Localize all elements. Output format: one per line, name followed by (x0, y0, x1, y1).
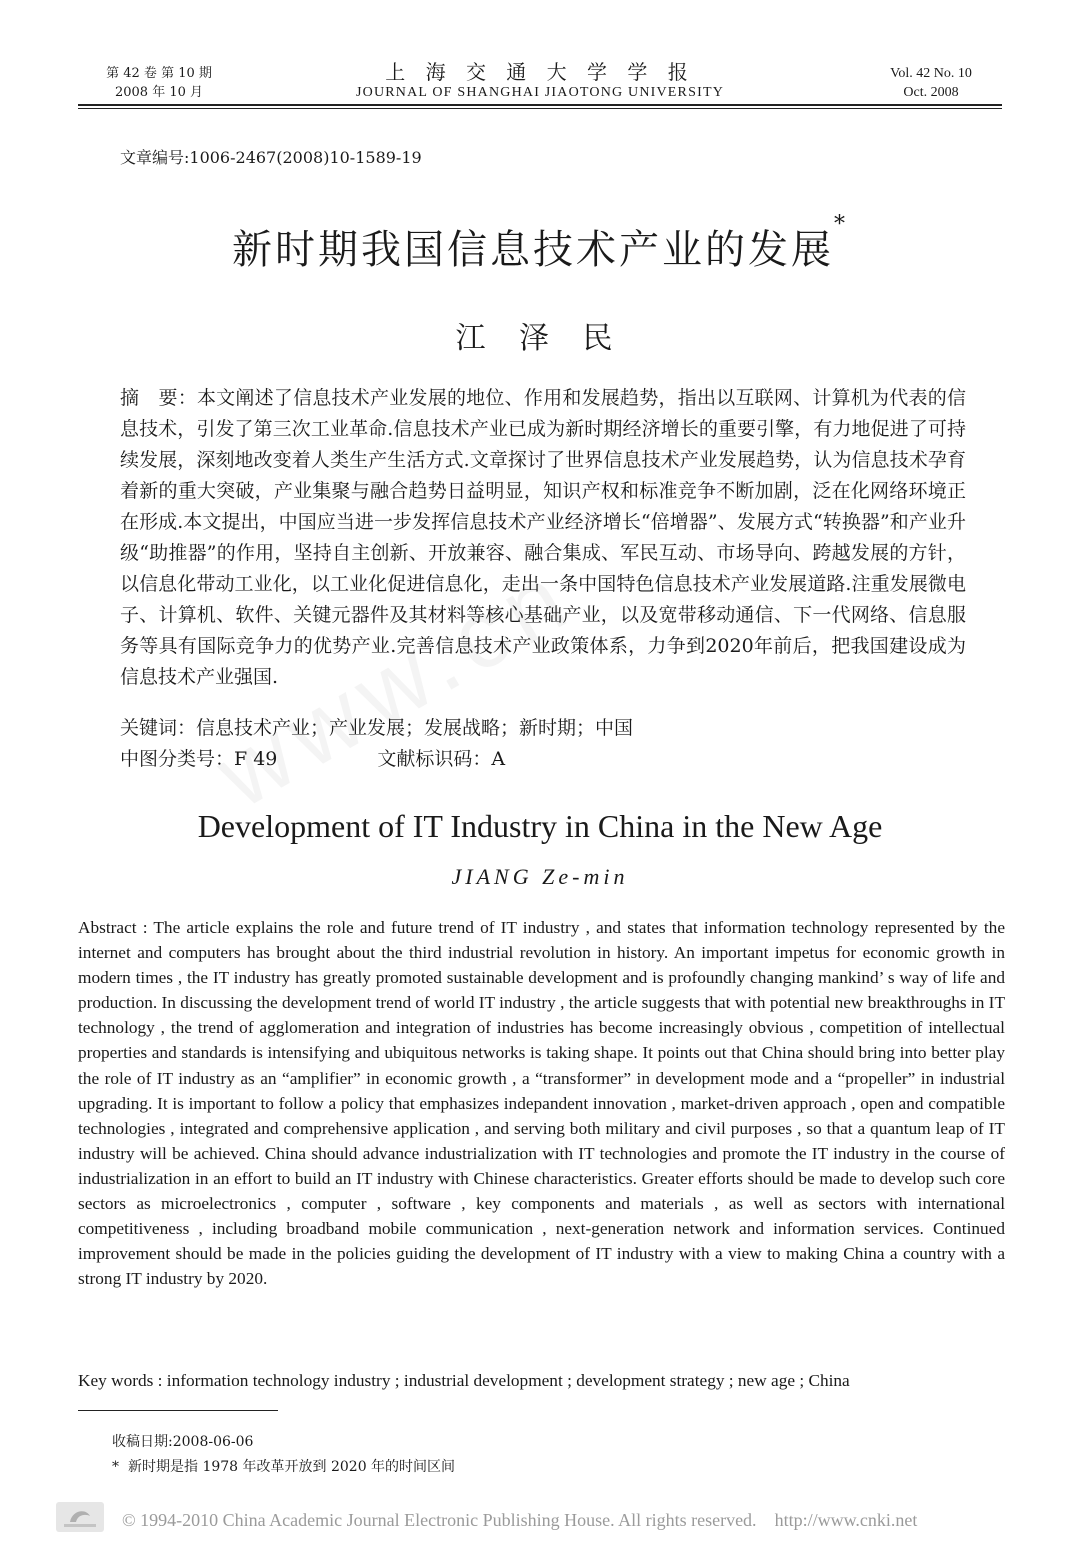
keywords-cn: 关键词：信息技术产业；产业发展；发展战略；新时期；中国 (120, 717, 634, 739)
header-volume-en: Vol. 42 No. 10 (890, 66, 972, 81)
footnote-rule (78, 1410, 278, 1411)
footnote-star: * (112, 1459, 119, 1475)
author-en: JIANG Ze-min (451, 864, 629, 889)
doc-code: 文献标识码：A (377, 748, 506, 770)
header-date-cn: 2008 年 10 月 (114, 85, 204, 100)
copyright-line (122, 1510, 917, 1531)
clc-number: 中图分类号：F 49 (120, 748, 278, 770)
footnote-new-age (112, 1456, 455, 1476)
journal-name-en: JOURNAL OF SHANGHAI JIAOTONG UNIVERSITY (355, 85, 725, 100)
copyright-text: © 1994-2010 China Academic Journal Electronic Publishing House. All rights reserved. (122, 1510, 757, 1530)
footnote-received: 收稿日期:2008-06-06 (112, 1434, 254, 1450)
cnki-url[interactable]: http://www.cnki.net (774, 1510, 918, 1530)
footer (56, 1500, 1006, 1540)
journal-name-cn: 上 海 交 通 大 学 学 报 (385, 60, 695, 84)
cnki-logo-icon (56, 1502, 104, 1532)
title-cn (0, 212, 1080, 275)
author-cn: 江 泽 民 (455, 321, 625, 356)
abstract-cn-label: 摘 要： (120, 387, 197, 409)
header-journal (300, 60, 780, 102)
title-footnote-mark: * (834, 212, 848, 237)
header-rule (78, 104, 1002, 106)
abstract-en: Abstract : The article explains the role and future trend of IT industry , and states that information technology represented by the internet and computers has brought about the third industrial revolution in history. An important impetus for economic growth in modern times , the IT industry has greatly promoted sustainable development and is profoundly changing mankind’ s way of life and production. In discussing the development trend of world IT industry , the article suggests that with potential new breakthroughs in IT technology , the trend of agglomeration and integration of industries has become increasingly obvious , competition of intellectual properties and standards is intensifying and ubiquitous networks is taking shape. It points out that China should bring into better play the role of IT industry as an “amplifier” in economic growth , a “transformer” in development mode and a “propeller” in industrial upgrading. It is important to follow a policy that emphasizes indepandent innovation , market-driven approach , open and compatible technologies , integrated and comprehensive application , and serving both military and civil purposes , so that a quantum leap of IT industry will be achieved. China should advance industrialization with IT technologies and promote the IT industry in the course of industrialization in an effort to build an IT industry with Chinese characteristics. Greater efforts should be made to develop such core sectors as microelectronics , computer , software , key components and materials , as well as sectors with international competitiveness , including broadband mobile communication , next-generation network and information services. Continued improvement should be made in the policies guiding the development of IT industry with a view to making China a country with a strong IT industry by 2020. (78, 918, 1005, 1289)
title-en: Development of IT Industry in China in the New Age (197, 808, 883, 844)
abstract-cn-text: 本文阐述了信息技术产业发展的地位、作用和发展趋势，指出以互联网、计算机为代表的信息技术，引发了第三次工业革命.信息技术产业已成为新时期经济增长的重要引擎，有力地促进了可持续发展，深刻地改变着人类生产生活方式.文章探讨了世界信息技术产业发展趋势，认为信息技术孕育着新的重大突破，产业集聚与融合趋势日益明显，知识产权和标准竞争不断加剧，泛在化网络环境正在形成.本文提出，中国应当进一步发挥信息技术产业经济增长“倍增器”、发展方式“转换器”和产业升级“助推器”的作用，坚持自主创新、开放兼容、融合集成、军民互动、市场导向、跨越发展的方针，以信息化带动工业化，以工业化促进信息化，走出一条中国特色信息技术产业发展道路.注重发展微电子、计算机、软件、关键元器件及其材料等核心基础产业，以及宽带移动通信、下一代网络、信息服务等具有国际竞争力的优势产业.完善信息技术产业政策体系，力争到2020年前后，把我国建设成为信息技术产业强国. (120, 387, 966, 688)
article-number: 文章编号:1006-2467(2008)10-1589-19 (120, 148, 422, 167)
abstract-cn (120, 383, 966, 693)
header-issue-cn (84, 64, 234, 102)
header-issue-en (866, 64, 996, 102)
footnote-note: 新时期是指 1978 年改革开放到 2020 年的时间区间 (128, 1459, 456, 1475)
header-rule-thin (78, 108, 1002, 109)
keywords-en: Key words : information technology industry ; industrial development ; development strategy ; new age ; China (78, 1371, 850, 1390)
header-date-en: Oct. 2008 (903, 85, 959, 100)
classification (120, 744, 966, 775)
title-cn-text: 新时期我国信息技术产业的发展 (232, 227, 834, 273)
header-volume-cn: 第 42 卷 第 10 期 (106, 66, 212, 81)
